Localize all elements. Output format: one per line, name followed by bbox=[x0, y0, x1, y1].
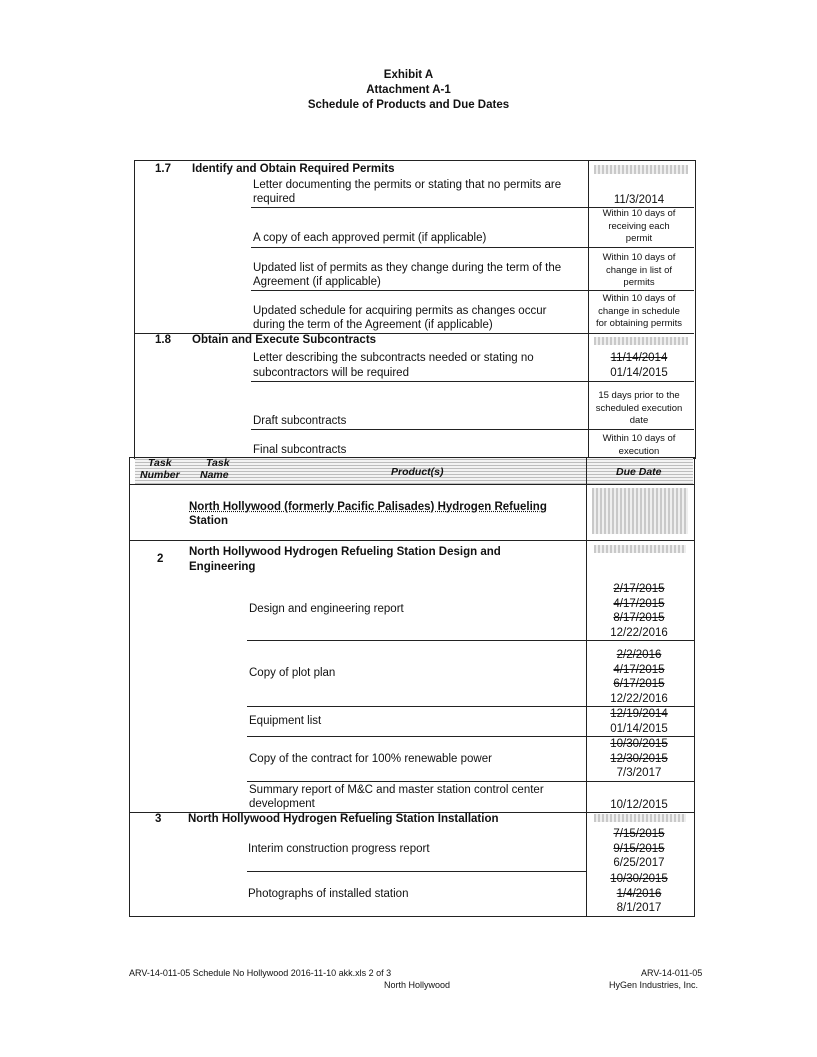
due-date: 7/15/2015 9/15/2015 6/25/2017 bbox=[613, 828, 665, 869]
task-name: North Hollywood Hydrogen Refueling Station Installation bbox=[188, 813, 499, 825]
row-rule bbox=[247, 871, 587, 872]
task-number: 2 bbox=[157, 553, 164, 565]
footer-center: North Hollywood bbox=[384, 980, 451, 990]
footer-right: ARV-14-011-05 bbox=[641, 968, 703, 978]
due-cell-shading bbox=[594, 545, 686, 553]
product-line: Final subcontracts bbox=[253, 444, 347, 456]
due-cell-shading bbox=[592, 488, 688, 534]
due-cell-shading bbox=[594, 814, 686, 822]
due-date: 10/30/2015 1/4/2016 8/1/2017 bbox=[610, 873, 668, 914]
due-date: 11/14/2014 01/14/2015 bbox=[610, 352, 668, 379]
due-cell-shading bbox=[594, 165, 688, 174]
due-date: 2/17/2015 4/17/2015 8/17/2015 12/22/2016 bbox=[610, 583, 668, 639]
section-title: Station bbox=[189, 515, 228, 527]
product-line: Updated list of permits as they change during the term of the bbox=[253, 262, 562, 274]
schedule-title: Schedule of Products and Due Dates bbox=[307, 99, 510, 111]
product-line: Photographs of installed station bbox=[248, 888, 409, 900]
product-line: Summary report of M&C and master station control center bbox=[249, 784, 544, 796]
section-title: North Hollywood (formerly Pacific Palisades) Hydrogen Refueling bbox=[189, 501, 547, 513]
header-divider bbox=[129, 484, 694, 485]
due-date: 12/19/2014 01/14/2015 bbox=[610, 708, 668, 735]
header-task-name: Task Name bbox=[200, 457, 230, 481]
header-due-date: Due Date bbox=[616, 466, 662, 478]
due-date: 11/3/2014 bbox=[613, 194, 665, 206]
due-date: 10/30/2015 12/30/2015 7/3/2017 bbox=[610, 738, 668, 779]
task-name: Identify and Obtain Required Permits bbox=[192, 163, 395, 175]
attachment-title: Attachment A-1 bbox=[366, 84, 451, 96]
task-name: North Hollywood Hydrogen Refueling Station Design and bbox=[189, 546, 501, 558]
task-name: Engineering bbox=[189, 561, 256, 573]
task-name: Obtain and Execute Subcontracts bbox=[192, 334, 377, 346]
product-line: during the term of the Agreement (if applicable) bbox=[253, 319, 493, 331]
product-line: Copy of plot plan bbox=[249, 667, 336, 679]
section-divider bbox=[129, 540, 694, 541]
due-date: Within 10 days of change in schedule for obtaining permits bbox=[595, 293, 683, 329]
product-line: Letter documenting the permits or stating that no permits are bbox=[253, 179, 562, 191]
product-line: Equipment list bbox=[249, 715, 322, 727]
task-number: 3 bbox=[155, 813, 162, 825]
due-date: 15 days prior to the scheduled execution date bbox=[595, 390, 683, 426]
exhibit-title: Exhibit A bbox=[383, 69, 434, 81]
header-products: Product(s) bbox=[391, 466, 444, 478]
due-date: 2/2/2016 4/17/2015 6/17/2015 12/22/2016 bbox=[610, 649, 668, 705]
product-line: Agreement (if applicable) bbox=[253, 276, 381, 288]
due-date: 10/12/2015 bbox=[610, 799, 668, 811]
product-line: development bbox=[249, 798, 315, 810]
product-line: Design and engineering report bbox=[249, 603, 404, 615]
product-line: A copy of each approved permit (if applicable) bbox=[253, 232, 487, 244]
row-rule bbox=[251, 381, 694, 382]
due-cell-shading bbox=[594, 337, 688, 345]
product-line: Letter describing the subcontracts needed or stating no bbox=[253, 352, 534, 364]
product-line: Draft subcontracts bbox=[253, 415, 347, 427]
row-rule bbox=[251, 247, 694, 248]
row-rule bbox=[247, 781, 694, 782]
task-number: 1.7 bbox=[155, 163, 171, 175]
footer-left: ARV-14-011-05 Schedule No Hollywood 2016-11-10 akk.xls 2 of 3 bbox=[129, 968, 392, 978]
task-number: 1.8 bbox=[155, 334, 171, 346]
product-line: Interim construction progress report bbox=[248, 843, 430, 855]
row-rule bbox=[251, 290, 694, 291]
header-task-number: Task Number bbox=[140, 457, 180, 481]
product-line: required bbox=[253, 193, 296, 205]
row-rule bbox=[247, 640, 694, 641]
due-date: Within 10 days of execution bbox=[602, 433, 676, 457]
product-line: Updated schedule for acquiring permits as changes occur bbox=[253, 305, 547, 317]
product-line: Copy of the contract for 100% renewable power bbox=[249, 753, 492, 765]
footer-right: HyGen Industries, Inc. bbox=[609, 980, 699, 990]
row-rule bbox=[251, 429, 694, 430]
due-date: Within 10 days of receiving each permit bbox=[602, 208, 676, 244]
due-date: Within 10 days of change in list of permits bbox=[602, 252, 676, 288]
product-line: subcontractors will be required bbox=[253, 367, 409, 379]
